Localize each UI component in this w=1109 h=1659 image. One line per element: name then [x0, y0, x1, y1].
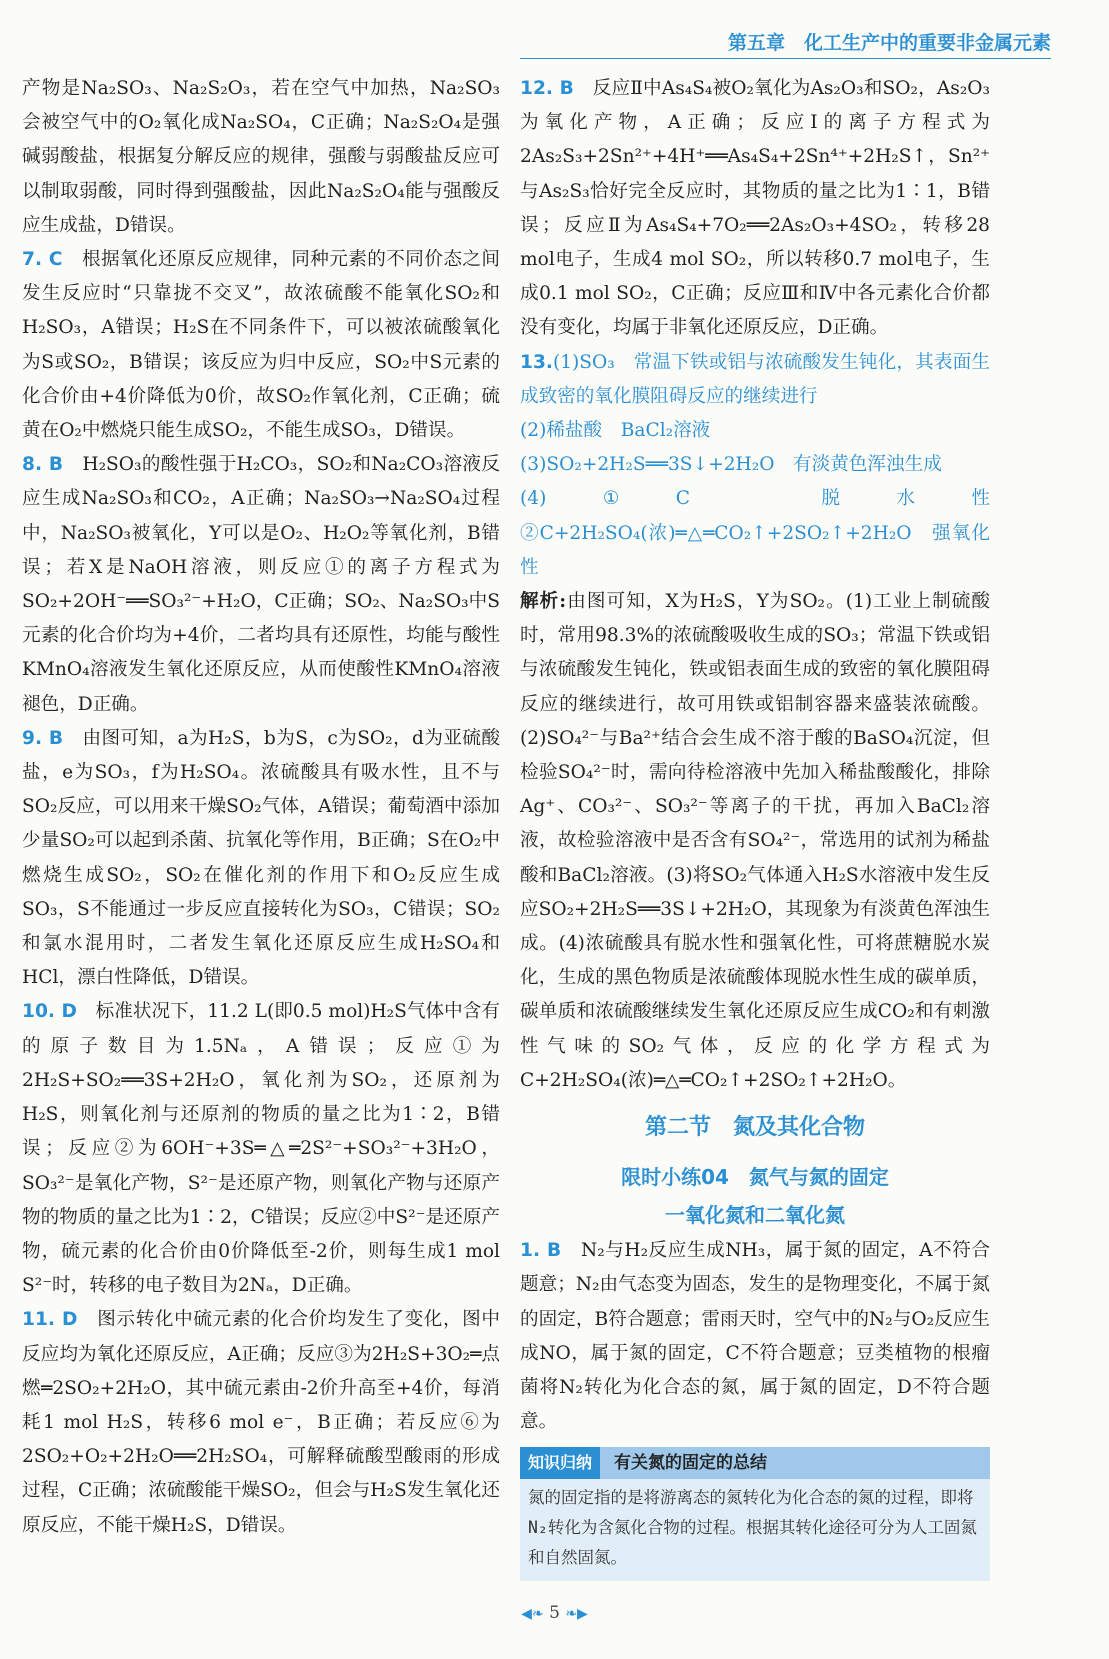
knowledge-title: 有关氮的固定的总结 [614, 1453, 768, 1474]
analysis-13: 解析:由图可知，X为H₂S，Y为SO₂。(1)工业上制硫酸时，常用98.3%的浓硫酸吸收生成的SO₃；常温下铁或铝与浓硫酸发生钝化，铁或铝表面生成的致密的氧化膜阻碍反应的继续进行，故可用铁或铝制容器来盛装浓硫酸。(2)SO₄²⁻与Ba²⁺结合会生成不溶于酸的BaSO₄沉淀，但检验SO₄²⁻时，需向待检溶液中先加入稀盐酸酸化，排除Ag⁺、CO₃²⁻、SO₃²⁻等离子的干扰，再加入BaCl₂溶液，故检验溶液中是否含有SO₄²⁻，常选用的试剂为稀盐酸和BaCl₂溶液。(3)将SO₂气体通入H₂S水溶液中发生反应SO₂+2H₂S══3S↓+2H₂O，其现象为有淡黄色浑浊生成。(4)浓硫酸具有脱水性和强氧化性，可将蔗糖脱水炭化，生成的黑色物质是浓硫酸体现脱水性生成的碳单质，碳单质和浓硫酸继续发生氧化还原反应生成CO₂和有刺激性气味的SO₂气体，反应的化学方程式为C+2H₂SO₄(浓)═△═CO₂↑+2SO₂↑+2H₂O。 [520, 591, 990, 1091]
knowledge-tag: 知识归纳 [520, 1447, 600, 1479]
answer-12: 12. B 反应Ⅱ中As₄S₄被O₂氧化为As₂O₃和SO₂，As₂O₃为氧化产物，A正确；反应Ⅰ的离子方程式为2As₂S₃+2Sn²⁺+4H⁺══As₄S₄+2Sn⁴⁺+2H₂S↑，Sn²⁺与As₂S₃恰好完全反应时，其物质的量之比为1∶1，B错误；反应Ⅱ为As₄S₄+7O₂══2As₂O₃+4SO₂，转移28 mol电子，生成4 mol SO₂，所以转移0.7 mol电子，生成0.1 mol SO₂，C正确；反应Ⅲ和Ⅳ中各元素化合价都没有变化，均属于非氧化还原反应，D正确。 [520, 78, 990, 339]
exercise-subtitle: 一氧化氮和二氧化氮 [665, 1203, 845, 1228]
leaf-left-icon: ◀❧ [521, 1606, 544, 1622]
answer-8: 8. B H₂SO₃的酸性强于H₂CO₃，SO₂和Na₂CO₃溶液反应生成Na₂SO₃和CO₂，A正确；Na₂SO₃→Na₂SO₄过程中，Na₂SO₃被氧化，Y可以是O₂、H₂O₂等氧化剂，B错误；若X是NaOH溶液，则反应①的离子方程式为SO₂+2OH⁻══SO₃²⁻+H₂O，C正确；SO₂、Na₂SO₃中S元素的化合价均为+4价，二者均具有还原性，均能与酸性KMnO₄溶液发生氧化还原反应，从而使酸性KMnO₄溶液褪色，D正确。 [22, 454, 500, 715]
right-column [520, 72, 1009, 1581]
answer-13-part1: 13.(1)SO₃ 常温下铁或铝与浓硫酸发生钝化，其表面生成致密的氧化膜阻碍反应的继续进行 [520, 351, 990, 407]
answer-9: 9. B 由图可知，a为H₂S，b为S，c为SO₂，d为亚硫酸盐，e为SO₃，f为H₂SO₄。浓硫酸具有吸水性，且不与SO₂反应，可以用来干燥SO₂气体，A错误；葡萄酒中添加少量SO₂可以起到杀菌、抗氧化等作用，B正确；S在O₂中燃烧生成SO₂，SO₂在催化剂的作用下和O₂反应生成SO₃，S不能通过一步反应直接转化为SO₃，C错误；SO₂和氯水混用时，二者发生氧化还原反应生成H₂SO₄和HCl，漂白性降低，D错误。 [22, 727, 500, 989]
knowledge-box [520, 1447, 990, 1581]
leaf-right-icon: ❧▶ [565, 1606, 588, 1622]
answer-7: 7. C 根据氧化还原反应规律，同种元素的不同价态之间发生反应时“只靠拢不交叉”，故浓硫酸不能氧化SO₂和H₂SO₃，A错误；H₂S在不同条件下，可以被浓硫酸氧化为S或SO₂，B错误；该反应为归中反应，SO₂中S元素的化合价由+4价降低为0价，故SO₂作氧化剂，C正确；硫黄在O₂中燃烧只能生成SO₂，不能生成SO₃，D错误。 [22, 249, 500, 442]
knowledge-box-header [520, 1447, 990, 1479]
chapter-header: 第五章 化工生产中的重要非金属元素 [520, 28, 1051, 59]
answer-1: 1. B N₂与H₂反应生成NH₃，属于氮的固定，A不符合题意；N₂由气态变为固态，发生的是物理变化，不属于氮的固定，B符合题意；雷雨天时，空气中的N₂与O₂反应生成NO，属于氮的固定，C不符合题意；豆类植物的根瘤菌将N₂转化为化合态的氮，属于氮的固定，D不符合题意。 [520, 1240, 990, 1433]
section-title: 第二节 氮及其化合物 [644, 1115, 865, 1141]
page-number: 5 [549, 1603, 560, 1623]
left-column [22, 72, 500, 1543]
answer-13-part2: (2)稀盐酸 BaCl₂溶液 [520, 420, 711, 442]
knowledge-body: 氮的固定指的是将游离态的氮转化为化合态的氮的过程，即将N₂转化为含氮化合物的过程。根据其转化途径可分为人工固氮和自然固氮。 [528, 1488, 977, 1568]
answer-13-part4: (4)①C 脱水性 ②C+2H₂SO₄(浓)═△═CO₂↑+2SO₂↑+2H₂O 强氧化性 [520, 488, 1009, 578]
answer-10: 10. D 标准状况下，11.2 L(即0.5 mol)H₂S气体中含有的原子数目为1.5Nₐ，A错误；反应①为2H₂S+SO₂══3S+2H₂O，氧化剂为SO₂，还原剂为H₂S，则氧化剂与还原剂的物质的量之比为1∶2，B错误；反应②为6OH⁻+3S═△═2S²⁻+SO₃²⁻+3H₂O，SO₃²⁻是氧化产物，S²⁻是还原产物，则氧化产物与还原产物的物质的量之比为1∶2，C错误；反应②中S²⁻是还原产物，硫元素的化合价由0价降低至-2价，则每生成1 mol S²⁻时，转移的电子数目为2Nₐ，D正确。 [22, 1001, 500, 1297]
answer-13-part3: (3)SO₂+2H₂S══3S↓+2H₂O 有淡黄色浑浊生成 [520, 454, 942, 476]
paragraph-cont: 产物是Na₂SO₃、Na₂S₂O₃，若在空气中加热，Na₂SO₃会被空气中的O₂氧化成Na₂SO₄，C正确；Na₂S₂O₄是强碱弱酸盐，根据复分解反应的规律，强酸与弱酸盐反应可以制取弱酸，同时得到强酸盐，因此Na₂S₂O₄能与强酸反应生成盐，D错误。 [22, 78, 500, 236]
page-footer [0, 1603, 1109, 1623]
exercise-title: 限时小练04 氮气与氮的固定 [621, 1165, 889, 1190]
answer-11: 11. D 图示转化中硫元素的化合价均发生了变化，图中反应均为氧化还原反应，A正确；反应③为2H₂S+3O₂═点燃═2SO₂+2H₂O，其中硫元素由-2价升高至+4价，每消耗1 mol H₂S，转移6 mol e⁻，B正确；若反应⑥为2SO₂+O₂+2H₂O══2H₂SO₄，可解释硫酸型酸雨的形成过程，C正确；浓硫酸能干燥SO₂，但会与H₂S发生氧化还原反应，不能干燥H₂S，D错误。 [22, 1309, 500, 1536]
